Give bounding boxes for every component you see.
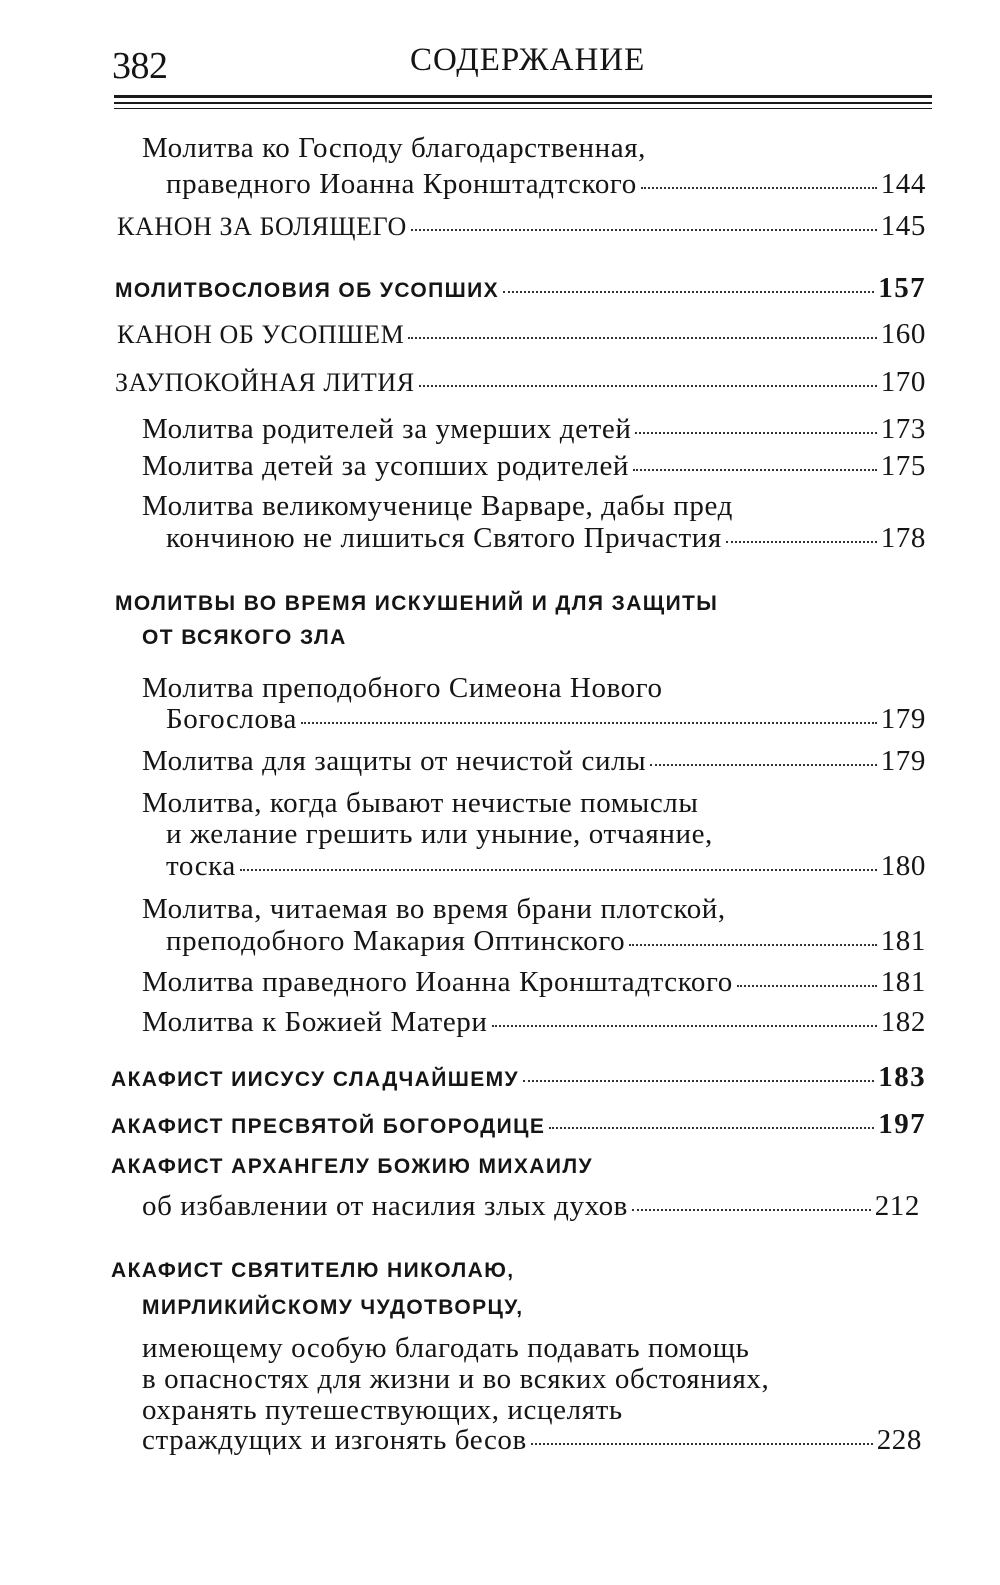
toc-section-heading[interactable]: [111, 1108, 926, 1141]
toc-entry-text: и желание грешить или уныние, отчаяние,: [166, 818, 713, 850]
page-number: 382: [112, 45, 168, 87]
dot-leader: [408, 337, 876, 339]
dot-leader: [737, 985, 877, 987]
dot-leader: [549, 1127, 874, 1129]
page-ref: 170: [880, 366, 926, 398]
toc-entry-text: об избавлении от насилия злых духов: [142, 1190, 628, 1222]
page-ref: 160: [880, 318, 926, 350]
toc-entry-text: Богослова: [166, 703, 297, 735]
page-ref: 212: [874, 1190, 920, 1222]
dot-leader: [411, 229, 877, 231]
toc-entry[interactable]: [142, 1190, 920, 1223]
dot-leader: [650, 764, 876, 766]
toc-entry-text: АКАФИСТ ПРЕСВЯТОЙ БОГОРОДИЦЕ: [111, 1115, 546, 1138]
toc-entry[interactable]: [115, 366, 926, 399]
dot-leader: [633, 469, 877, 471]
page-ref: 157: [878, 272, 926, 304]
dot-leader: [632, 1209, 871, 1211]
toc-entry-text: Молитва к Божией Матери: [142, 1006, 488, 1038]
toc-entry[interactable]: [166, 925, 926, 958]
running-title: СОДЕРЖАНИЕ: [410, 42, 646, 78]
toc-entry[interactable]: [166, 703, 926, 736]
toc-section-heading[interactable]: [115, 272, 926, 305]
page-ref: 179: [880, 745, 926, 777]
toc-entry-text: кончиною не лишиться Святого Причастия: [166, 522, 722, 554]
page-header: [110, 38, 930, 88]
toc-entry-text: имеющему особую благодать подавать помощь: [142, 1332, 750, 1364]
page-ref: 179: [880, 703, 926, 735]
dot-leader: [635, 432, 876, 434]
page-ref: 145: [880, 210, 926, 242]
toc-section-heading: ОТ ВСЯКОГО ЗЛА: [142, 626, 347, 649]
toc-entry-text: КАНОН ЗА БОЛЯЩЕГО: [117, 212, 407, 241]
toc-entry-text: тоска: [166, 850, 236, 882]
dot-leader: [629, 944, 876, 946]
toc-section-heading: АКАФИСТ СВЯТИТЕЛЮ НИКОЛАЮ,: [111, 1259, 515, 1282]
page-ref: 180: [880, 850, 926, 882]
toc-section-heading[interactable]: МОЛИТВЫ ВО ВРЕМЯ ИСКУШЕНИЙ И ДЛЯ ЗАЩИТЫ: [115, 592, 719, 615]
toc-entry-text: в опасностях для жизни и во всяких обстояниях,: [142, 1363, 770, 1395]
toc-entry-text: охранять путешествующих, исцелять: [142, 1394, 623, 1426]
toc-entry-text: Молитва родителей за умерших детей: [142, 413, 632, 445]
toc-entry-text: Молитва ко Господу благодарственная,: [142, 132, 647, 164]
page-ref: 228: [876, 1424, 922, 1456]
dot-leader: [726, 541, 877, 543]
toc-entry-text: ЗАУПОКОЙНАЯ ЛИТИЯ: [115, 368, 415, 397]
toc-entry-text: преподобного Макария Оптинского: [166, 925, 626, 957]
page-ref: 144: [880, 168, 926, 200]
dot-leader: [301, 722, 877, 724]
toc-entry-text: страждущих и изгонять бесов: [142, 1424, 527, 1456]
page-ref: 181: [880, 925, 926, 957]
toc-entry-text: праведного Иоанна Кронштадтского: [166, 168, 637, 200]
toc-entry[interactable]: [166, 850, 926, 883]
toc-entry[interactable]: [166, 168, 926, 201]
page-ref: 183: [878, 1061, 926, 1093]
dot-leader: [492, 1025, 877, 1027]
toc-entry[interactable]: [117, 210, 926, 243]
page-ref: 175: [880, 450, 926, 482]
page-ref: 182: [880, 1006, 926, 1038]
dot-leader: [641, 187, 877, 189]
dot-leader: [531, 1443, 873, 1445]
toc-entry-text: Молитва великомученице Варваре, дабы пред: [142, 490, 733, 522]
toc-entry-text: Молитва преподобного Симеона Нового: [142, 672, 663, 704]
toc-entry-text: Молитва, когда бывают нечистые помыслы: [142, 787, 699, 819]
toc-entry[interactable]: [117, 318, 926, 351]
page-ref: 197: [878, 1108, 926, 1140]
dot-leader: [419, 385, 877, 387]
header-rule: [114, 95, 932, 98]
header-rule: [114, 102, 932, 104]
toc-section-heading[interactable]: [111, 1061, 926, 1094]
toc-entry-text: АКАФИСТ ИИСУСУ СЛАДЧАЙШЕМУ: [111, 1068, 519, 1091]
toc-entry[interactable]: [142, 450, 926, 483]
toc-entry-text: Молитва, читаемая во время брани плотской,: [142, 893, 726, 925]
toc-entry[interactable]: [142, 1006, 926, 1039]
page-ref: 173: [880, 413, 926, 445]
toc-section-heading: АКАФИСТ АРХАНГЕЛУ БОЖИЮ МИХАИЛУ: [111, 1155, 593, 1178]
toc-entry[interactable]: [166, 522, 926, 555]
dot-leader: [523, 1080, 874, 1082]
toc-entry-text: КАНОН ОБ УСОПШЕМ: [117, 320, 405, 349]
dot-leader: [503, 291, 874, 293]
page-ref: 181: [880, 966, 926, 998]
header-rule: [114, 108, 932, 109]
toc-entry-text: Молитва для защиты от нечистой силы: [142, 745, 647, 777]
toc-entry[interactable]: [142, 413, 926, 446]
toc-entry[interactable]: [142, 966, 926, 999]
toc-entry[interactable]: [142, 745, 926, 778]
toc-entry-text: МОЛИТВОСЛОВИЯ ОБ УСОПШИХ: [115, 279, 500, 302]
page-ref: 178: [880, 522, 926, 554]
toc-section-heading: МИРЛИКИЙСКОМУ ЧУДОТВОРЦУ,: [142, 1296, 524, 1319]
toc-entry-text: Молитва праведного Иоанна Кронштадтского: [142, 966, 733, 998]
toc-entry-text: Молитва детей за усопших родителей: [142, 450, 630, 482]
toc-entry[interactable]: [142, 1424, 922, 1457]
dot-leader: [240, 869, 877, 871]
